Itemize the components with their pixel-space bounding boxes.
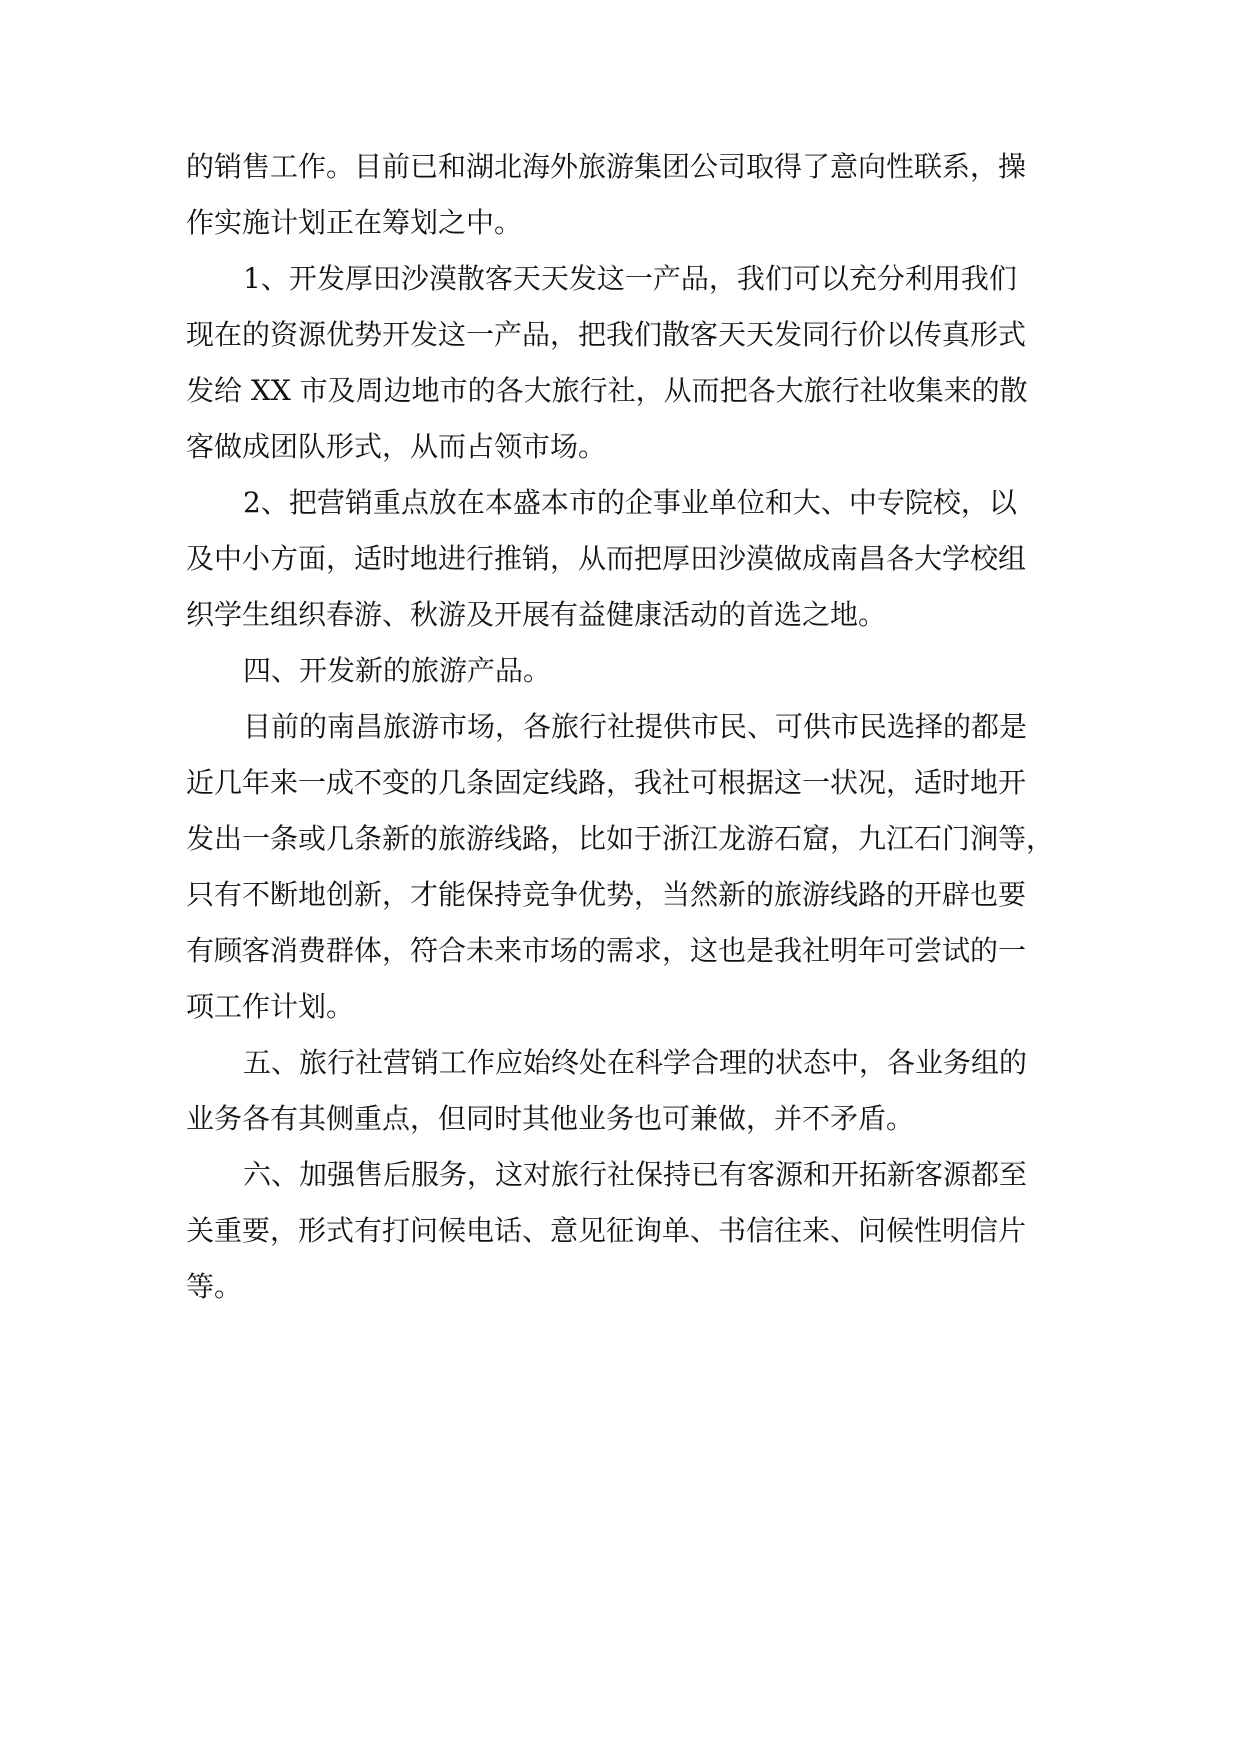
text-line-12: 近几年来一成不变的几条固定线路，我社可根据这一状况，适时地开 <box>186 766 1027 799</box>
text-line-7: 2、把营销重点放在本盛本市的企事业单位和大、中专院校，以 <box>243 486 1017 519</box>
text-line-4: 现在的资源优势开发这一产品，把我们散客天天发同行价以传真形式 <box>186 318 1027 351</box>
text-line-6: 客做成团队形式，从而占领市场。 <box>186 430 607 463</box>
text-line-9: 织学生组织春游、秋游及开展有益健康活动的首选之地。 <box>186 598 887 631</box>
text-line-21: 等。 <box>186 1270 243 1303</box>
text-line-17: 五、旅行社营销工作应始终处在科学合理的状态中，各业务组的 <box>243 1046 1028 1079</box>
text-line-16: 项工作计划。 <box>186 990 355 1023</box>
text-line-18: 业务各有其侧重点，但同时其他业务也可兼做，并不矛盾。 <box>186 1102 915 1135</box>
text-line-8: 及中小方面，适时地进行推销，从而把厚田沙漠做成南昌各大学校组 <box>186 542 1027 575</box>
text-line-13: 发出一条或几条新的旅游线路，比如于浙江龙游石窟，九江石门涧等， <box>186 822 1055 855</box>
text-line-19: 六、加强售后服务，这对旅行社保持已有客源和开拓新客源都至 <box>243 1158 1028 1191</box>
text-line-1: 的销售工作。目前已和湖北海外旅游集团公司取得了意向性联系，操 <box>186 150 1027 183</box>
text-line-3: 1、开发厚田沙漠散客天天发这一产品，我们可以充分利用我们 <box>243 262 1017 295</box>
text-line-20: 关重要，形式有打问候电话、意见征询单、书信往来、问候性明信片 <box>186 1214 1027 1247</box>
text-line-2: 作实施计划正在筹划之中。 <box>186 206 523 239</box>
text-line-15: 有顾客消费群体，符合未来市场的需求，这也是我社明年可尝试的一 <box>186 934 1027 967</box>
text-line-14: 只有不断地创新，才能保持竞争优势，当然新的旅游线路的开辟也要 <box>186 878 1027 911</box>
text-line-10: 四、开发新的旅游产品。 <box>243 654 552 687</box>
text-line-5: 发给 XX 市及周边地市的各大旅行社，从而把各大旅行社收集来的散 <box>186 374 1028 407</box>
text-line-11: 目前的南昌旅游市场，各旅行社提供市民、可供市民选择的都是 <box>243 710 1028 743</box>
